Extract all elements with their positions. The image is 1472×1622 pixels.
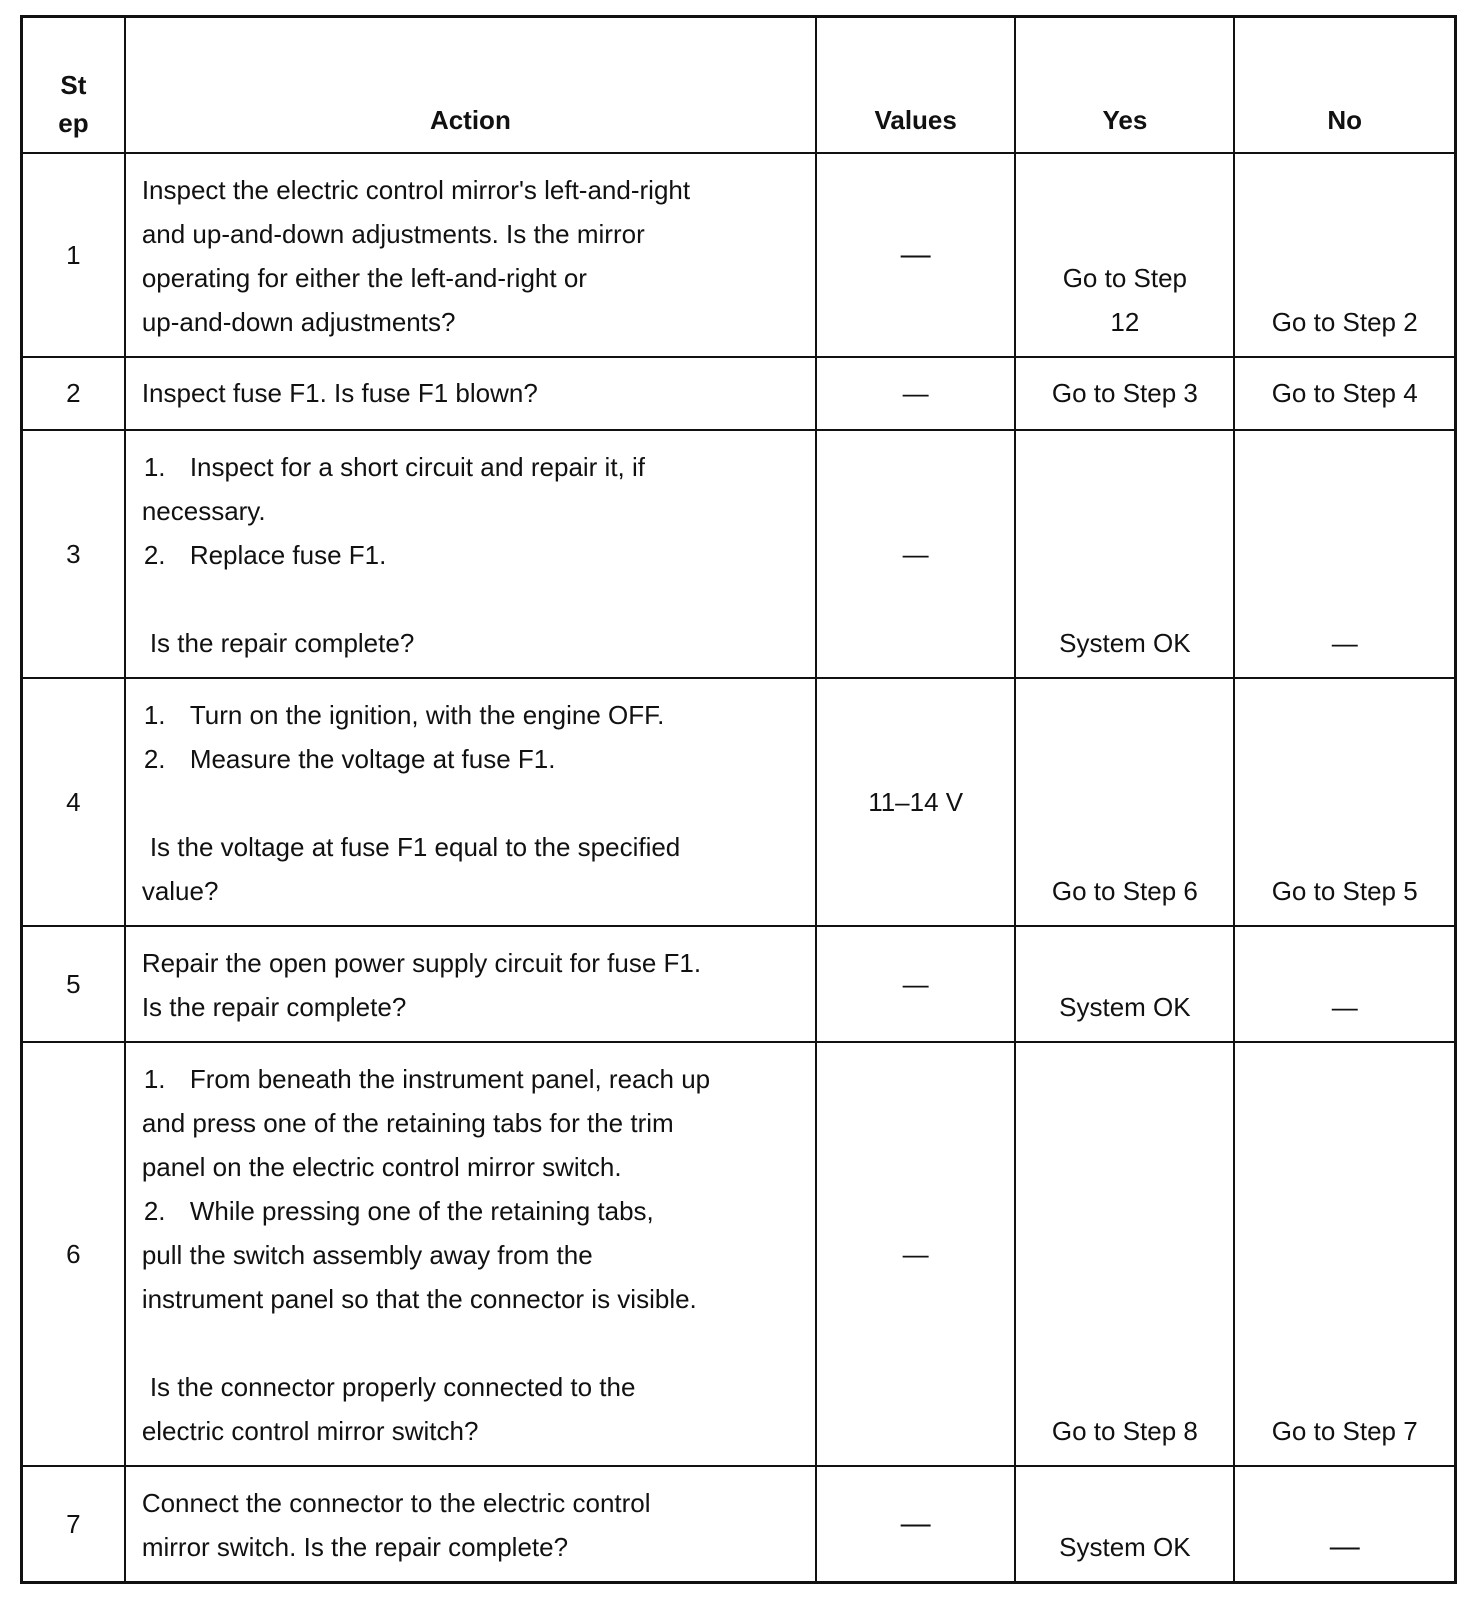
no-cell: Go to Step 5 xyxy=(1234,678,1455,926)
question-line: Is the voltage at fuse F1 equal to the specified xyxy=(149,831,681,862)
action-line: and up-and-down adjustments. Is the mirror xyxy=(141,218,645,249)
step-number: 2 xyxy=(22,357,125,430)
step-number: 3 xyxy=(22,430,125,678)
yes-cell: System OK xyxy=(1015,926,1234,1042)
action-cell xyxy=(125,926,816,1042)
list-item xyxy=(142,737,755,781)
header-step-line-2: ep xyxy=(58,107,89,138)
yes-cell: Go to Step 3 xyxy=(1015,357,1234,430)
list-text: Measure the voltage at fuse F1. xyxy=(189,743,556,774)
table-row-step-5 xyxy=(22,926,1456,1042)
list-number: 2. xyxy=(143,743,166,774)
yes-cell: Go to Step 6 xyxy=(1015,678,1234,926)
list-item-continuation: and press one of the retaining tabs for the trim xyxy=(141,1107,674,1138)
list-number: 2. xyxy=(143,1195,166,1226)
question-line: Is the repair complete? xyxy=(149,627,415,658)
header-step-line-1: St xyxy=(60,69,87,100)
list-item xyxy=(142,693,755,737)
list-item xyxy=(142,445,755,489)
action-line: Inspect fuse F1. Is fuse F1 blown? xyxy=(141,378,538,408)
list-item-continuation: panel on the electric control mirror switch. xyxy=(141,1151,622,1182)
list-item-continuation: instrument panel so that the connector is visible. xyxy=(141,1283,697,1314)
blank-line xyxy=(142,1321,755,1365)
action-cell xyxy=(125,357,816,430)
values-cell: — xyxy=(816,926,1015,1042)
list-text: Turn on the ignition, with the engine OFF. xyxy=(189,699,665,730)
blank-line xyxy=(142,577,755,621)
list-text: Replace fuse F1. xyxy=(189,539,387,570)
header-row xyxy=(22,17,1456,153)
step-number: 1 xyxy=(22,153,125,357)
action-cell xyxy=(125,678,816,926)
list-item-continuation: necessary. xyxy=(141,495,266,526)
table-row-step-7 xyxy=(22,1466,1456,1583)
table-row-step-1 xyxy=(22,153,1456,357)
values-cell: — xyxy=(816,153,1015,357)
list-number: 2. xyxy=(143,539,166,570)
no-cell: Go to Step 4 xyxy=(1234,357,1455,430)
header-action: Action xyxy=(125,17,816,153)
yes-cell: System OK xyxy=(1015,430,1234,678)
values-cell: — xyxy=(816,357,1015,430)
no-cell: Go to Step 2 xyxy=(1234,153,1455,357)
yes-line: 12 xyxy=(1110,306,1140,337)
header-no: No xyxy=(1234,17,1455,153)
no-cell: Go to Step 7 xyxy=(1234,1042,1455,1466)
action-line: Is the repair complete? xyxy=(141,991,407,1022)
question-line: Is the connector properly connected to the xyxy=(149,1371,636,1402)
list-text: From beneath the instrument panel, reach up xyxy=(189,1063,711,1094)
action-line: operating for either the left-and-right or xyxy=(141,262,587,293)
header-values: Values xyxy=(816,17,1015,153)
step-number: 5 xyxy=(22,926,125,1042)
step-number: 6 xyxy=(22,1042,125,1466)
yes-cell xyxy=(1015,153,1234,357)
question-line: electric control mirror switch? xyxy=(141,1415,479,1446)
action-line: up-and-down adjustments? xyxy=(141,306,456,337)
header-step xyxy=(22,17,125,153)
action-cell xyxy=(125,1042,816,1466)
list-number: 1. xyxy=(143,699,166,730)
no-cell: — xyxy=(1234,926,1455,1042)
values-cell: — xyxy=(816,1466,1015,1583)
no-cell: — xyxy=(1234,1466,1455,1583)
step-number: 7 xyxy=(22,1466,125,1583)
list-text: Inspect for a short circuit and repair it, if xyxy=(189,451,646,482)
step-number: 4 xyxy=(22,678,125,926)
action-cell xyxy=(125,153,816,357)
action-line: Inspect the electric control mirror's left-and-right xyxy=(141,174,691,205)
diagnostic-table-page xyxy=(20,15,1457,1584)
values-cell: — xyxy=(816,430,1015,678)
list-item-continuation: pull the switch assembly away from the xyxy=(141,1239,593,1270)
list-item xyxy=(142,1057,755,1101)
header-yes: Yes xyxy=(1015,17,1234,153)
table-row-step-2 xyxy=(22,357,1456,430)
list-text: While pressing one of the retaining tabs, xyxy=(189,1195,654,1226)
blank-line xyxy=(142,781,755,825)
list-item xyxy=(142,1189,755,1233)
no-cell: — xyxy=(1234,430,1455,678)
values-cell: — xyxy=(816,1042,1015,1466)
yes-line: Go to Step xyxy=(1062,262,1188,293)
list-number: 1. xyxy=(143,1063,166,1094)
table-row-step-6 xyxy=(22,1042,1456,1466)
action-cell xyxy=(125,430,816,678)
action-line: mirror switch. Is the repair complete? xyxy=(141,1531,569,1562)
yes-cell: Go to Step 8 xyxy=(1015,1042,1234,1466)
values-cell: 11–14 V xyxy=(816,678,1015,926)
diagnostic-table xyxy=(20,15,1457,1584)
action-line: Connect the connector to the electric control xyxy=(141,1487,651,1518)
action-cell xyxy=(125,1466,816,1583)
table-row-step-3 xyxy=(22,430,1456,678)
question-line: value? xyxy=(141,875,219,906)
list-number: 1. xyxy=(143,451,166,482)
action-line: Repair the open power supply circuit for fuse F1. xyxy=(141,947,702,978)
table-row-step-4 xyxy=(22,678,1456,926)
yes-cell: System OK xyxy=(1015,1466,1234,1583)
list-item xyxy=(142,533,755,577)
